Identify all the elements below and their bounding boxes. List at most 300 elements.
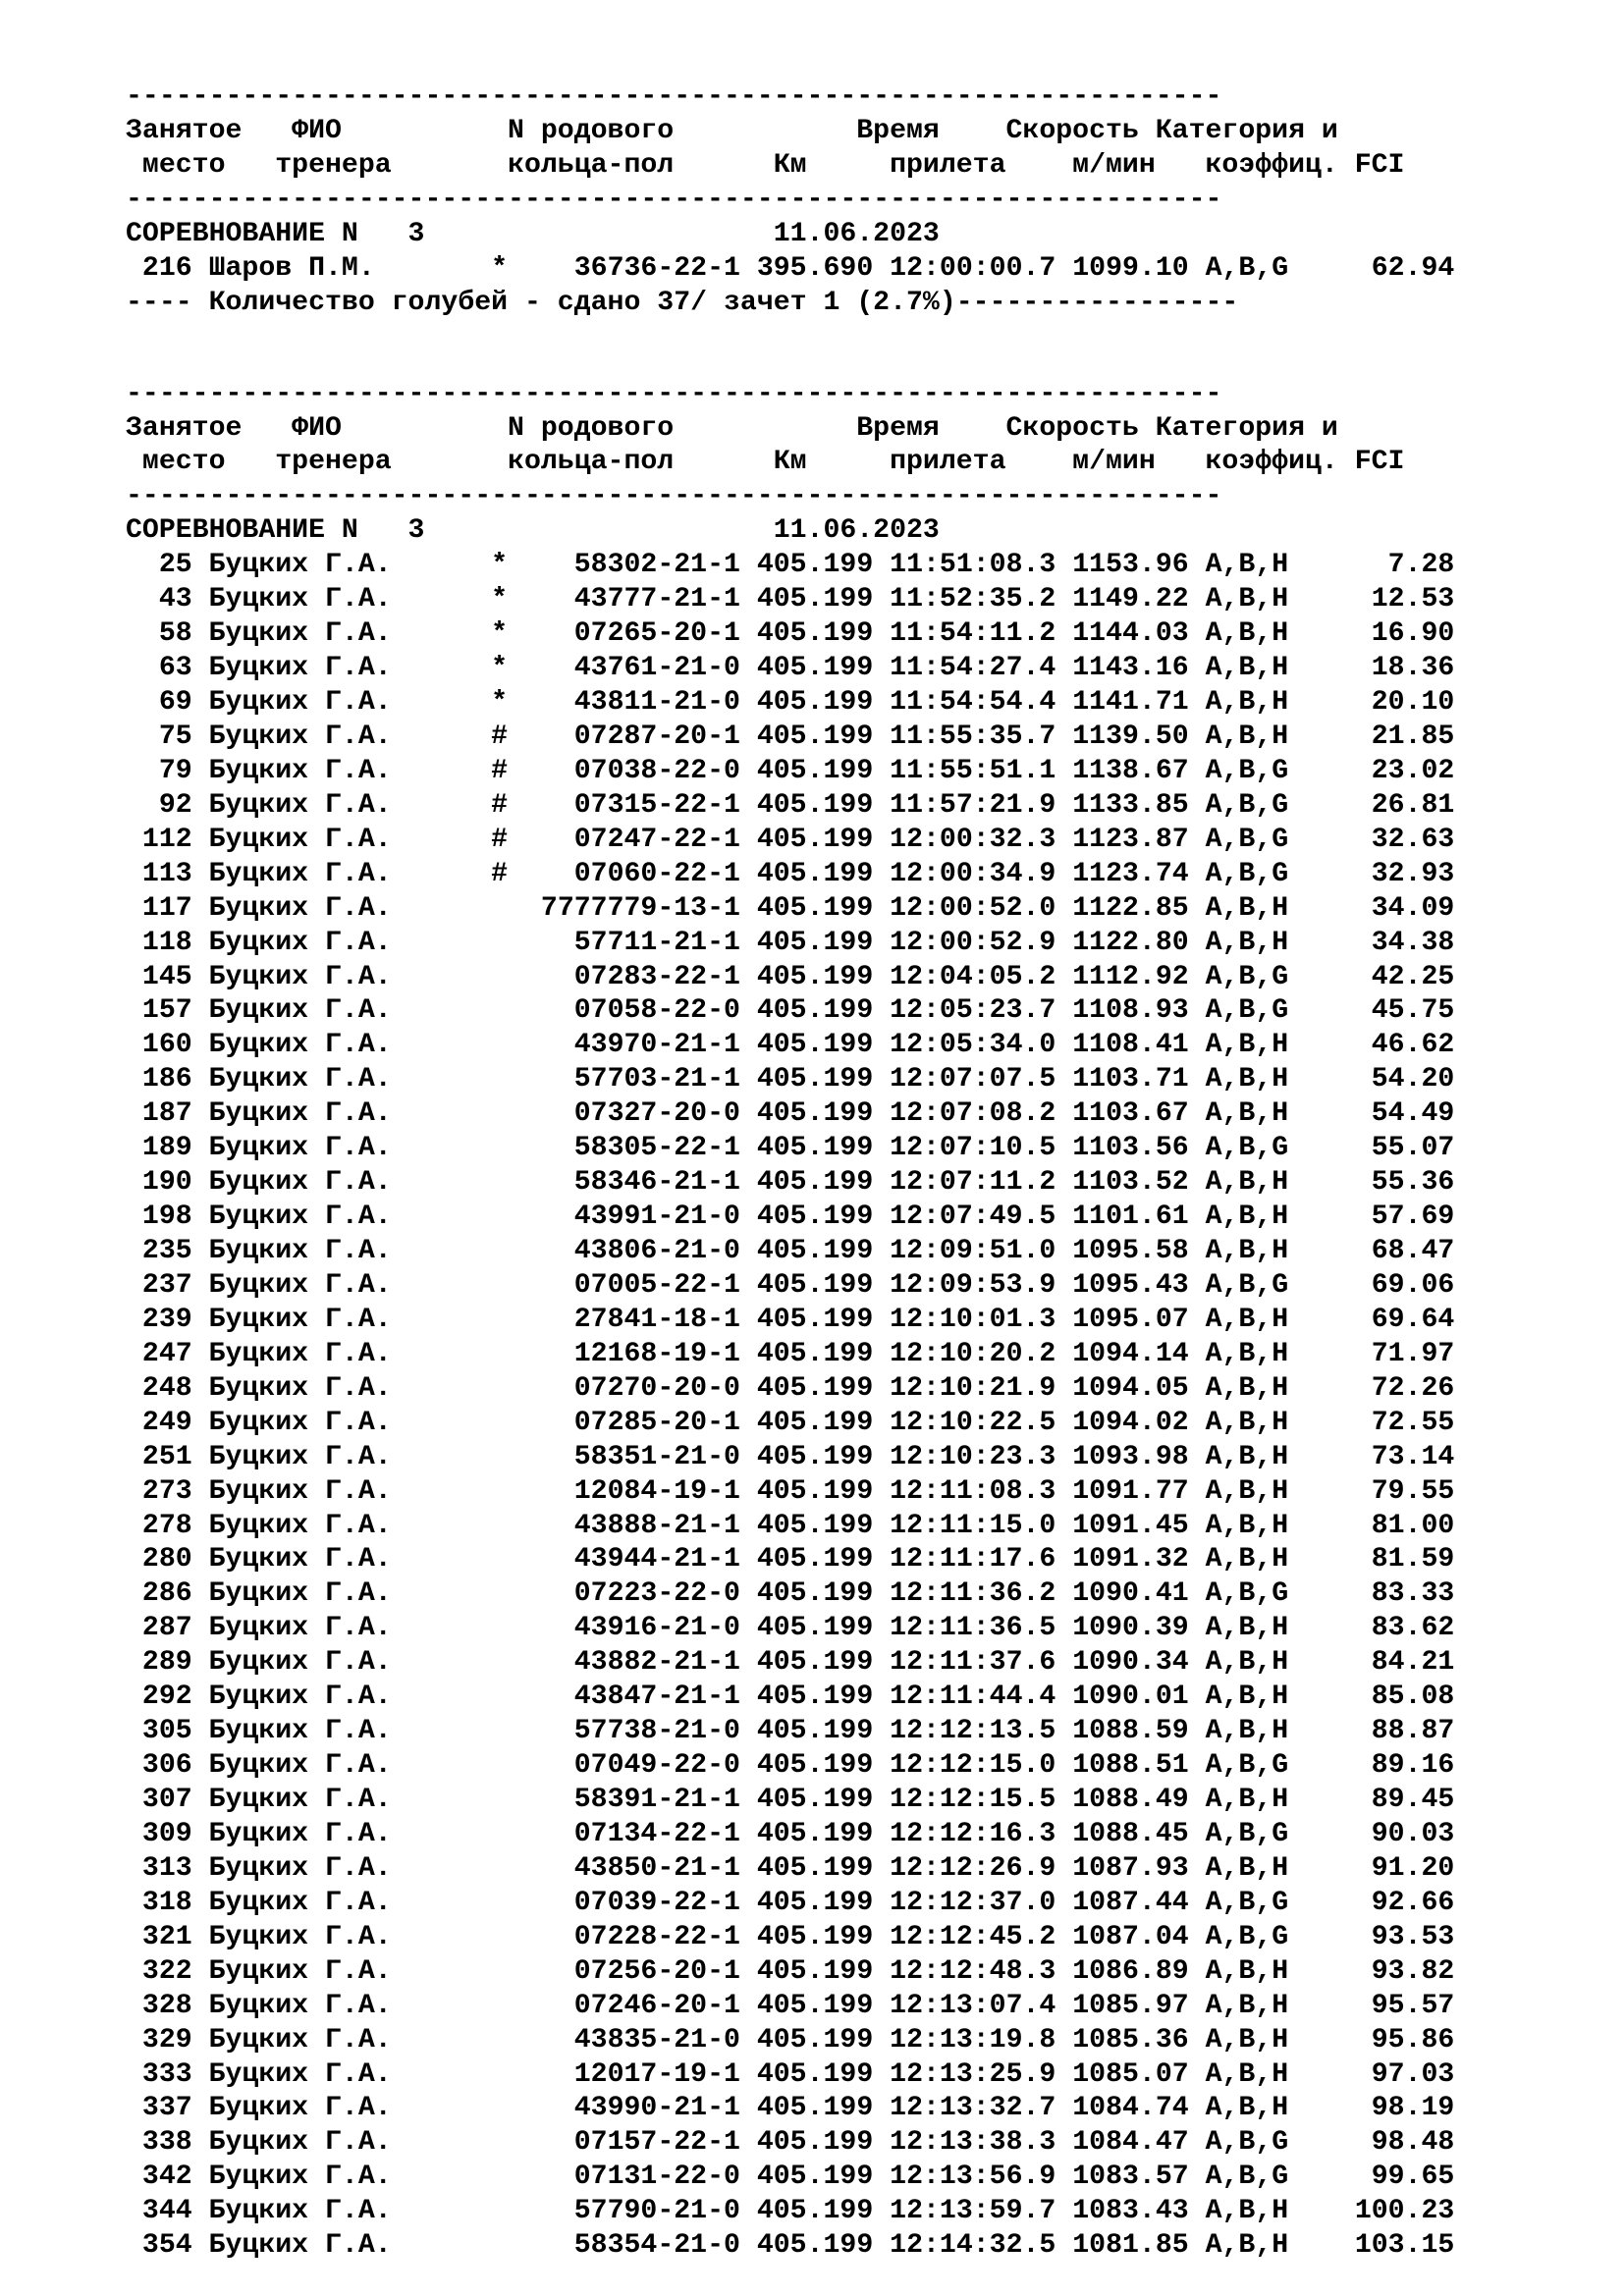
table-row	[126, 2024, 1598, 2058]
table-row	[126, 1097, 1598, 1132]
ring-cell: 43970-21-1	[524, 1030, 740, 1061]
fci-cell: 12.53	[1305, 584, 1455, 615]
divider-line: ------------------------------------------------------------------	[126, 184, 1222, 215]
fci-cell: 98.48	[1305, 2127, 1455, 2159]
fci-cell: 54.20	[1305, 1064, 1455, 1095]
trainer-cell: Буцких Г.А.	[208, 824, 408, 855]
trainer-cell: Буцких Г.А.	[208, 1613, 408, 1644]
arrival-time-cell: 12:11:37.6	[890, 1647, 1056, 1679]
fci-cell: 26.81	[1305, 789, 1455, 821]
mark-cell	[425, 1853, 509, 1884]
category-cell: A,B,G	[1205, 1133, 1306, 1164]
km-cell: 405.199	[756, 653, 874, 684]
table-row	[126, 2126, 1598, 2161]
place-cell: 337	[126, 2093, 192, 2124]
fci-cell: 46.62	[1305, 1030, 1455, 1061]
trainer-cell: Буцких Г.А.	[208, 550, 408, 581]
fci-cell: 69.64	[1305, 1304, 1455, 1335]
category-cell: A,B,H	[1205, 1372, 1306, 1404]
place-cell: 328	[126, 1990, 192, 2021]
arrival-time-cell: 12:11:44.4	[890, 1682, 1056, 1713]
trainer-cell: Буцких Г.А.	[208, 2127, 408, 2159]
arrival-time-cell: 12:05:34.0	[890, 1030, 1056, 1061]
speed-cell: 1122.85	[1072, 892, 1189, 924]
ring-cell: 27841-18-1	[524, 1304, 740, 1335]
fci-cell: 100.23	[1305, 2196, 1455, 2227]
fci-cell: 57.69	[1305, 1201, 1455, 1233]
speed-cell: 1090.39	[1072, 1613, 1189, 1644]
km-cell: 405.199	[756, 687, 874, 718]
km-cell: 405.199	[756, 1578, 874, 1610]
km-cell: 405.199	[756, 1716, 874, 1747]
speed-cell: 1103.71	[1072, 1064, 1189, 1095]
mark-cell: #	[424, 824, 509, 855]
mark-cell	[425, 893, 509, 924]
km-cell: 405.199	[756, 927, 874, 958]
arrival-time-cell: 12:10:21.9	[890, 1372, 1056, 1404]
km-cell: 405.199	[756, 2162, 874, 2193]
fci-cell: 79.55	[1305, 1475, 1455, 1507]
arrival-time-cell: 12:14:32.5	[890, 2230, 1056, 2262]
table-row	[126, 2195, 1598, 2229]
table-row	[126, 1955, 1598, 1990]
arrival-time-cell: 12:13:59.7	[890, 2196, 1056, 2227]
km-cell: 405.199	[756, 858, 874, 889]
table-row	[126, 617, 1598, 652]
place-cell: 342	[126, 2162, 192, 2193]
trainer-cell: Буцких Г.А.	[208, 1578, 408, 1610]
arrival-time-cell: 12:13:19.8	[890, 2024, 1056, 2056]
mark-cell: #	[424, 858, 509, 889]
trainer-cell: Буцких Г.А.	[208, 1201, 408, 1233]
table-row	[126, 1681, 1598, 1715]
arrival-time-cell: 12:12:37.0	[890, 1887, 1056, 1918]
ring-cell: 43811-21-0	[524, 687, 740, 718]
mark-cell	[425, 1064, 509, 1095]
trainer-cell: Буцких Г.А.	[208, 1167, 408, 1199]
arrival-time-cell: 12:10:01.3	[890, 1304, 1056, 1335]
km-cell: 405.199	[756, 1852, 874, 1884]
category-cell: A,B,G	[1205, 2127, 1306, 2159]
mark-cell: *	[424, 252, 509, 284]
table-row	[126, 1784, 1598, 1818]
arrival-time-cell: 12:07:49.5	[890, 1201, 1056, 1233]
category-cell: A,B,G	[1205, 2162, 1306, 2193]
ring-cell: 07223-22-0	[524, 1578, 740, 1610]
category-cell: A,B,H	[1205, 1030, 1306, 1061]
km-cell: 405.199	[756, 2093, 874, 2124]
arrival-time-cell: 12:12:48.3	[890, 1955, 1056, 1987]
category-cell: A,B,H	[1205, 2196, 1306, 2227]
ring-cell: 07285-20-1	[524, 1407, 740, 1438]
speed-cell: 1085.97	[1072, 1990, 1189, 2021]
table-row	[126, 961, 1598, 995]
mark-cell	[425, 2162, 509, 2192]
place-cell: 187	[126, 1098, 192, 1130]
ring-cell: 43882-21-1	[524, 1647, 740, 1679]
km-cell: 405.199	[756, 721, 874, 752]
fci-cell: 85.08	[1305, 1682, 1455, 1713]
arrival-time-cell: 12:12:15.0	[890, 1750, 1056, 1782]
ring-cell: 7777779-13-1	[524, 892, 740, 924]
ring-cell: 57790-21-0	[524, 2196, 740, 2227]
place-cell: 186	[126, 1064, 192, 1095]
ring-cell: 57711-21-1	[524, 927, 740, 958]
fci-cell: 54.49	[1305, 1098, 1455, 1130]
speed-cell: 1095.43	[1072, 1269, 1189, 1301]
km-cell: 405.199	[756, 2196, 874, 2227]
fci-cell: 84.21	[1305, 1647, 1455, 1679]
fci-cell: 34.09	[1305, 892, 1455, 924]
fci-cell: 23.02	[1305, 755, 1455, 786]
category-cell: A,B,H	[1205, 1201, 1306, 1233]
speed-cell: 1153.96	[1072, 550, 1189, 581]
km-cell: 405.199	[756, 1955, 874, 1987]
fci-cell: 83.33	[1305, 1578, 1455, 1610]
mark-cell: *	[424, 687, 509, 718]
table-row	[126, 994, 1598, 1029]
arrival-time-cell: 12:09:53.9	[890, 1269, 1056, 1301]
speed-cell: 1095.07	[1072, 1304, 1189, 1335]
mark-cell	[425, 1030, 509, 1060]
speed-cell: 1083.43	[1072, 2196, 1189, 2227]
speed-cell: 1087.93	[1072, 1852, 1189, 1884]
ring-cell: 43916-21-0	[524, 1613, 740, 1644]
category-cell: A,B,H	[1205, 1098, 1306, 1130]
place-cell: 344	[126, 2196, 192, 2227]
category-cell: A,B,H	[1205, 1304, 1306, 1335]
speed-cell: 1084.74	[1072, 2093, 1189, 2124]
arrival-time-cell: 12:10:22.5	[890, 1407, 1056, 1438]
trainer-cell: Буцких Г.А.	[208, 1133, 408, 1164]
mark-cell	[425, 1956, 509, 1987]
column-header-line: Занятое ФИО N родового Время Скорость Категория и	[126, 412, 1338, 444]
ring-cell: 07039-22-1	[524, 1887, 740, 1918]
ring-cell: 43944-21-1	[524, 1544, 740, 1575]
ring-cell: 07058-22-0	[524, 995, 740, 1027]
ring-cell: 07131-22-0	[524, 2162, 740, 2193]
ring-cell: 07270-20-0	[524, 1372, 740, 1404]
speed-cell: 1149.22	[1072, 584, 1189, 615]
place-cell: 307	[126, 1785, 192, 1815]
category-cell: A,B,G	[1205, 755, 1306, 786]
fci-cell: 72.55	[1305, 1407, 1455, 1438]
km-cell: 395.690	[756, 252, 874, 284]
competition-title: СОРЕВНОВАНИЕ N 3 11.06.2023	[126, 515, 940, 547]
speed-cell: 1088.59	[1072, 1716, 1189, 1747]
arrival-time-cell: 12:13:38.3	[890, 2127, 1056, 2159]
place-cell: 333	[126, 2058, 192, 2090]
mark-cell	[425, 1511, 509, 1541]
category-cell: A,B,G	[1205, 858, 1306, 889]
trainer-cell: Буцких Г.А.	[208, 1030, 408, 1061]
category-cell: A,B,H	[1205, 1852, 1306, 1884]
category-cell: A,B,G	[1205, 1818, 1306, 1849]
mark-cell	[425, 1408, 509, 1438]
table-row	[126, 1577, 1598, 1612]
speed-cell: 1112.92	[1072, 961, 1189, 992]
ring-cell: 07287-20-1	[524, 721, 740, 752]
ring-cell: 58391-21-1	[524, 1785, 740, 1815]
fci-cell: 95.86	[1305, 2024, 1455, 2056]
km-cell: 405.199	[756, 892, 874, 924]
fci-cell: 18.36	[1305, 653, 1455, 684]
arrival-time-cell: 11:52:35.2	[890, 584, 1056, 615]
category-cell: A,B,G	[1205, 824, 1306, 855]
arrival-time-cell: 11:54:27.4	[890, 653, 1056, 684]
mark-cell	[425, 2059, 509, 2090]
category-cell: A,B,H	[1205, 1064, 1306, 1095]
category-cell: A,B,H	[1205, 1613, 1306, 1644]
category-cell: A,B,H	[1205, 1647, 1306, 1679]
ring-cell: 58351-21-0	[524, 1441, 740, 1472]
arrival-time-cell: 12:07:11.2	[890, 1167, 1056, 1199]
arrival-time-cell: 12:09:51.0	[890, 1236, 1056, 1266]
km-cell: 405.199	[756, 1785, 874, 1815]
arrival-time-cell: 12:12:13.5	[890, 1716, 1056, 1747]
trainer-cell: Буцких Г.А.	[208, 1887, 408, 1918]
km-cell: 405.199	[756, 1613, 874, 1644]
category-cell: A,B,H	[1205, 1236, 1306, 1266]
category-cell: A,B,H	[1205, 892, 1306, 924]
table-row	[126, 1338, 1598, 1372]
place-cell: 25	[126, 550, 192, 581]
ring-cell: 07283-22-1	[524, 961, 740, 992]
table-row	[126, 1201, 1598, 1235]
km-cell: 405.199	[756, 1887, 874, 1918]
place-cell: 190	[126, 1167, 192, 1199]
km-cell: 405.199	[756, 2127, 874, 2159]
table-row	[126, 1304, 1598, 1338]
table-row	[126, 1132, 1598, 1166]
trainer-cell: Буцких Г.А.	[208, 1372, 408, 1404]
ring-cell: 43761-21-0	[524, 653, 740, 684]
arrival-time-cell: 12:13:32.7	[890, 2093, 1056, 2124]
fci-cell: 93.53	[1305, 1921, 1455, 1952]
km-cell: 405.199	[756, 1372, 874, 1404]
arrival-time-cell: 12:10:20.2	[890, 1338, 1056, 1369]
arrival-time-cell: 12:12:26.9	[890, 1852, 1056, 1884]
mark-cell	[425, 1750, 509, 1781]
category-cell: A,B,H	[1205, 1785, 1306, 1815]
speed-cell: 1103.56	[1072, 1133, 1189, 1164]
mark-cell: #	[424, 721, 509, 752]
category-cell: A,B,H	[1205, 1441, 1306, 1472]
results-report	[126, 80, 1598, 2264]
place-cell: 216	[126, 252, 192, 284]
arrival-time-cell: 12:12:16.3	[890, 1818, 1056, 1849]
km-cell: 405.199	[756, 1682, 874, 1713]
ring-cell: 07005-22-1	[524, 1269, 740, 1301]
fci-cell: 99.65	[1305, 2162, 1455, 2193]
place-cell: 239	[126, 1304, 192, 1335]
ring-cell: 07134-22-1	[524, 1818, 740, 1849]
km-cell: 405.199	[756, 1269, 874, 1301]
trainer-cell: Буцких Г.А.	[208, 1818, 408, 1849]
fci-cell: 71.97	[1305, 1338, 1455, 1369]
place-cell: 338	[126, 2127, 192, 2159]
ring-cell: 58346-21-1	[524, 1167, 740, 1199]
category-cell: A,B,H	[1205, 1544, 1306, 1575]
speed-cell: 1141.71	[1072, 687, 1189, 718]
mark-cell	[425, 1991, 509, 2021]
arrival-time-cell: 12:07:10.5	[890, 1133, 1056, 1164]
place-cell: 92	[126, 789, 192, 821]
category-cell: A,B,H	[1205, 550, 1306, 581]
mark-cell	[425, 1270, 509, 1301]
fci-cell: 21.85	[1305, 721, 1455, 752]
arrival-time-cell: 12:00:00.7	[890, 252, 1056, 284]
km-cell: 405.199	[756, 1818, 874, 1849]
table-row	[126, 2229, 1598, 2264]
speed-cell: 1085.07	[1072, 2058, 1189, 2090]
mark-cell	[425, 1236, 509, 1266]
ring-cell: 07256-20-1	[524, 1955, 740, 1987]
table-row	[126, 583, 1598, 617]
category-cell: A,B,H	[1205, 2093, 1306, 2124]
table-row	[126, 1166, 1598, 1201]
trainer-cell: Буцких Г.А.	[208, 721, 408, 752]
speed-cell: 1090.01	[1072, 1682, 1189, 1713]
place-cell: 287	[126, 1613, 192, 1644]
summary-line: ---- Количество голубей - сдано 37/ зачет 1 (2.7%)-----------------	[126, 287, 1239, 318]
fci-cell: 89.16	[1305, 1750, 1455, 1782]
divider-line: ------------------------------------------------------------------	[126, 481, 1222, 512]
ring-cell: 12168-19-1	[524, 1338, 740, 1369]
speed-cell: 1122.80	[1072, 927, 1189, 958]
ring-cell: 07247-22-1	[524, 824, 740, 855]
fci-cell: 69.06	[1305, 1269, 1455, 1301]
trainer-cell: Буцких Г.А.	[208, 1064, 408, 1095]
speed-cell: 1087.04	[1072, 1921, 1189, 1952]
category-cell: A,B,H	[1205, 1510, 1306, 1541]
table-row	[126, 927, 1598, 961]
mark-cell	[425, 1373, 509, 1404]
trainer-cell: Буцких Г.А.	[208, 1852, 408, 1884]
trainer-cell: Буцких Г.А.	[208, 927, 408, 958]
table-row	[126, 892, 1598, 927]
table-row	[126, 1235, 1598, 1269]
mark-cell	[425, 1442, 509, 1472]
km-cell: 405.199	[756, 2230, 874, 2262]
arrival-time-cell: 11:51:08.3	[890, 550, 1056, 581]
trainer-cell: Буцких Г.А.	[208, 1785, 408, 1815]
speed-cell: 1087.44	[1072, 1887, 1189, 1918]
trainer-cell: Буцких Г.А.	[208, 2058, 408, 2090]
speed-cell: 1081.85	[1072, 2230, 1189, 2262]
category-cell: A,B,H	[1205, 687, 1306, 718]
mark-cell	[425, 1922, 509, 1952]
column-header-line: место тренера кольца-пол Км прилета м/мин коэффиц. FCI	[126, 149, 1405, 181]
ring-cell: 36736-22-1	[524, 252, 740, 284]
speed-cell: 1091.77	[1072, 1475, 1189, 1507]
table-row	[126, 1063, 1598, 1097]
table-row	[126, 824, 1598, 858]
place-cell: 113	[126, 858, 192, 889]
km-cell: 405.199	[756, 1510, 874, 1541]
trainer-cell: Буцких Г.А.	[208, 2093, 408, 2124]
arrival-time-cell: 12:11:36.2	[890, 1578, 1056, 1610]
trainer-cell: Буцких Г.А.	[208, 2024, 408, 2056]
category-cell: A,B,G	[1205, 1921, 1306, 1952]
place-cell: 248	[126, 1372, 192, 1404]
category-cell: A,B,H	[1205, 2058, 1306, 2090]
arrival-time-cell: 11:55:35.7	[890, 721, 1056, 752]
fci-cell: 20.10	[1305, 687, 1455, 718]
mark-cell	[425, 1613, 509, 1643]
arrival-time-cell: 12:00:34.9	[890, 858, 1056, 889]
mark-cell	[425, 1647, 509, 1678]
fci-cell: 32.63	[1305, 824, 1455, 855]
speed-cell: 1090.34	[1072, 1647, 1189, 1679]
table-row	[126, 755, 1598, 789]
place-cell: 278	[126, 1510, 192, 1541]
mark-cell	[425, 1098, 509, 1129]
fci-cell: 45.75	[1305, 995, 1455, 1027]
mark-cell	[425, 2127, 509, 2158]
km-cell: 405.199	[756, 2058, 874, 2090]
km-cell: 405.199	[756, 1236, 874, 1266]
km-cell: 405.199	[756, 1750, 874, 1782]
km-cell: 405.199	[756, 1098, 874, 1130]
mark-cell	[425, 1716, 509, 1746]
ring-cell: 43888-21-1	[524, 1510, 740, 1541]
place-cell: 280	[126, 1544, 192, 1575]
km-cell: 405.199	[756, 1167, 874, 1199]
ring-cell: 07060-22-1	[524, 858, 740, 889]
speed-cell: 1094.02	[1072, 1407, 1189, 1438]
ring-cell: 57703-21-1	[524, 1064, 740, 1095]
fci-cell: 68.47	[1305, 1236, 1455, 1266]
mark-cell	[425, 1476, 509, 1507]
category-cell: A,B,H	[1205, 618, 1306, 650]
ring-cell: 07327-20-0	[524, 1098, 740, 1130]
place-cell: 354	[126, 2230, 192, 2262]
speed-cell: 1139.50	[1072, 721, 1189, 752]
speed-cell: 1088.45	[1072, 1818, 1189, 1849]
trainer-cell: Буцких Г.А.	[208, 858, 408, 889]
table-row	[126, 1543, 1598, 1577]
arrival-time-cell: 12:07:07.5	[890, 1064, 1056, 1095]
table-row	[126, 789, 1598, 824]
table-row	[126, 1749, 1598, 1784]
table-row	[126, 1475, 1598, 1510]
place-cell: 313	[126, 1852, 192, 1884]
km-cell: 405.199	[756, 1921, 874, 1952]
table-row	[126, 1269, 1598, 1304]
place-cell: 63	[126, 653, 192, 684]
fci-cell: 91.20	[1305, 1852, 1455, 1884]
mark-cell: *	[424, 550, 509, 581]
trainer-cell: Буцких Г.А.	[208, 1647, 408, 1679]
category-cell: A,B,G	[1205, 1269, 1306, 1301]
place-cell: 247	[126, 1338, 192, 1369]
ring-cell: 58302-21-1	[524, 550, 740, 581]
fci-cell: 83.62	[1305, 1613, 1455, 1644]
block-spacer	[126, 321, 1598, 378]
place-cell: 321	[126, 1921, 192, 1952]
category-cell: A,B,H	[1205, 1990, 1306, 2021]
ring-cell: 07265-20-1	[524, 618, 740, 650]
category-cell: A,B,H	[1205, 2024, 1306, 2056]
category-cell: A,B,H	[1205, 1716, 1306, 1747]
trainer-cell: Буцких Г.А.	[208, 1441, 408, 1472]
category-cell: A,B,H	[1205, 653, 1306, 684]
fci-cell: 32.93	[1305, 858, 1455, 889]
trainer-cell: Буцких Г.А.	[208, 1955, 408, 1987]
table-row	[126, 1887, 1598, 1921]
fci-cell: 55.36	[1305, 1167, 1455, 1199]
